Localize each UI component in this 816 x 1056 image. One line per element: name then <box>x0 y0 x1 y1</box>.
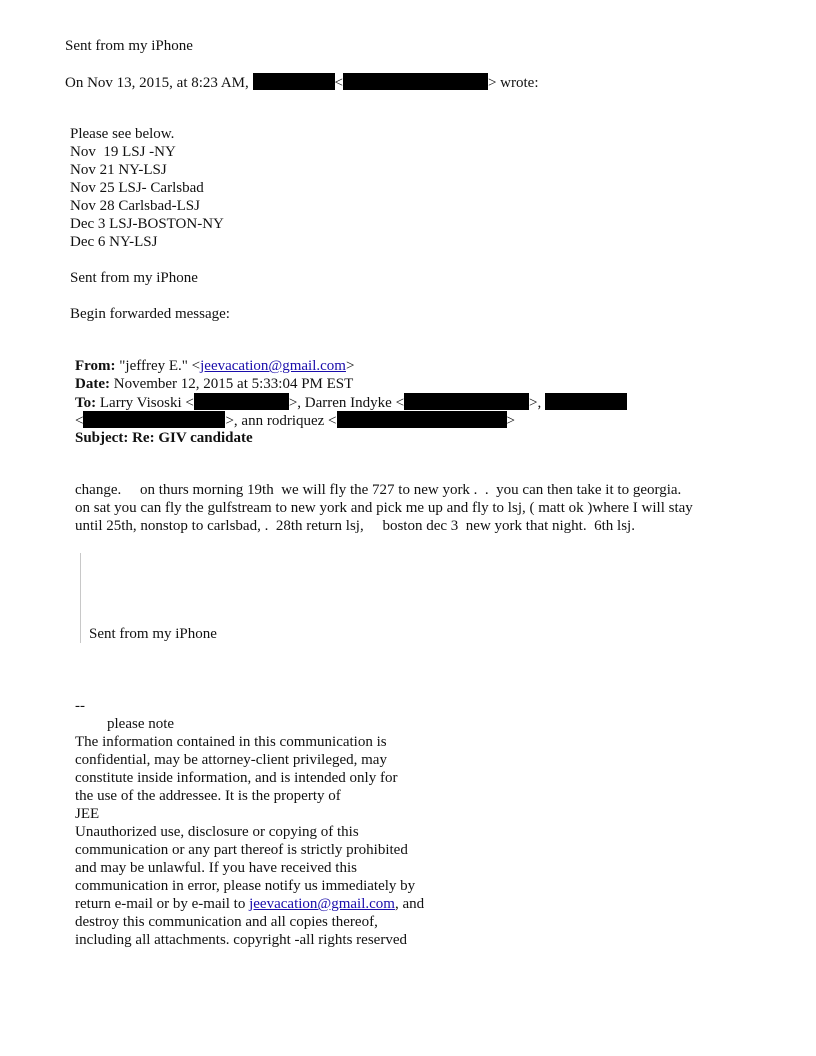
to-recipient: >, ann rodriquez < <box>225 413 337 429</box>
return-prefix: return e-mail or by e-mail to <box>75 896 250 912</box>
sent-from-line: Sent from my iPhone <box>65 38 193 54</box>
redaction <box>253 73 335 90</box>
quoted-header-line <box>65 73 539 92</box>
disclaimer-line: including all attachments. copyright -all rights reserved <box>75 932 407 948</box>
date-value: November 12, 2015 at 5:33:04 PM EST <box>113 376 354 392</box>
signature-email-link[interactable]: jeevacation@gmail.com <box>249 896 395 912</box>
quote-open: < <box>334 75 343 91</box>
from-close: > <box>345 358 355 374</box>
disclaimer-line: communication in error, please notify us immediately by <box>75 878 416 894</box>
schedule-item: Dec 3 LSJ-BOSTON-NY <box>70 216 224 232</box>
disclaimer-line: JEE <box>75 806 100 822</box>
wrote-text: > wrote: <box>487 75 539 91</box>
from-label: From: <box>75 358 116 374</box>
date-line <box>75 375 353 393</box>
disclaimer-line: and may be unlawful. If you have received this <box>75 860 357 876</box>
to-recipient: >, Darren Indyke < <box>288 395 405 411</box>
quoted-sent-from: Sent from my iPhone <box>89 626 217 642</box>
disclaimer-email-line <box>75 895 424 913</box>
redaction <box>83 411 225 428</box>
redaction <box>194 393 289 410</box>
subject-label: Subject: <box>75 430 129 446</box>
body-line: until 25th, nonstop to carlsbad, . 28th return lsj, boston dec 3 new york that night. 6th lsj. <box>75 518 635 534</box>
disclaimer-line: Unauthorized use, disclosure or copying of this <box>75 824 359 840</box>
sent-from-line: Sent from my iPhone <box>70 270 198 286</box>
on-date-text: On Nov 13, 2015, at 8:23 AM, <box>65 75 249 91</box>
subject-line <box>75 429 253 447</box>
intro-line: Please see below. <box>70 126 175 142</box>
to-line-continued <box>75 411 515 430</box>
body-line: on sat you can fly the gulfstream to new york and pick me up and fly to lsj, ( matt ok )where I will stay <box>75 500 693 516</box>
schedule-item: Nov 28 Carlsbad-LSJ <box>70 198 200 214</box>
signature-dashes: -- <box>75 698 85 714</box>
schedule-item: Nov 25 LSJ- Carlsbad <box>70 180 204 196</box>
disclaimer-line: constitute inside information, and is intended only for <box>75 770 398 786</box>
subject-value: Re: GIV candidate <box>132 430 253 446</box>
redaction <box>337 411 507 428</box>
redaction <box>545 393 627 410</box>
to-recipient: > <box>506 413 515 429</box>
schedule-item: Nov 21 NY-LSJ <box>70 162 167 178</box>
to-recipient: Larry Visoski < <box>99 395 194 411</box>
to-recipient: < <box>75 413 84 429</box>
disclaimer-line: confidential, may be attorney-client privileged, may <box>75 752 387 768</box>
quote-bar <box>80 553 81 643</box>
please-note: please note <box>107 716 175 732</box>
date-label: Date: <box>75 376 110 392</box>
disclaimer-line: destroy this communication and all copies thereof, <box>75 914 378 930</box>
redaction <box>343 73 488 90</box>
schedule-item: Nov 19 LSJ -NY <box>70 144 176 160</box>
from-name: "jeffrey E." < <box>119 358 201 374</box>
redaction <box>404 393 529 410</box>
disclaimer-line: communication or any part thereof is strictly prohibited <box>75 842 408 858</box>
from-line <box>75 357 354 375</box>
to-label: To: <box>75 395 97 411</box>
schedule-item: Dec 6 NY-LSJ <box>70 234 158 250</box>
to-recipient: >, <box>529 395 542 411</box>
disclaimer-line: the use of the addressee. It is the property of <box>75 788 341 804</box>
disclaimer-line: The information contained in this communication is <box>75 734 387 750</box>
body-line: change. on thurs morning 19th we will fly the 727 to new york . . you can then take it to georgia. <box>75 482 682 498</box>
to-line <box>75 393 627 412</box>
begin-forwarded-line: Begin forwarded message: <box>70 306 230 322</box>
return-suffix: , and <box>394 896 425 912</box>
from-email-link[interactable]: jeevacation@gmail.com <box>200 358 346 374</box>
